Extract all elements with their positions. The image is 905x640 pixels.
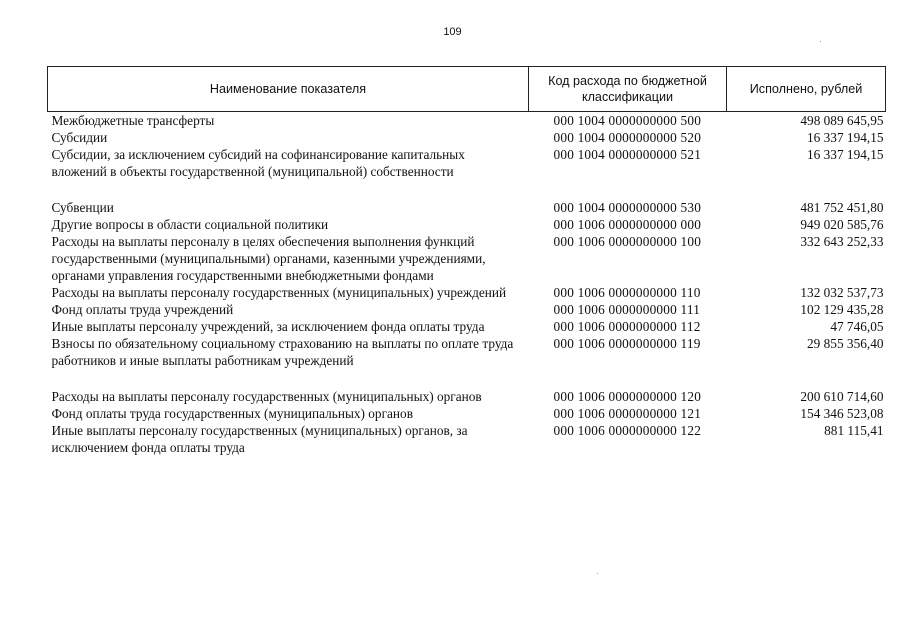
row-name: Другие вопросы в области социальной политики (51, 217, 329, 232)
scan-speck (597, 573, 598, 574)
table-row (48, 199, 886, 216)
row-amount: 949 020 585,76 (800, 217, 884, 232)
row-name: Иные выплаты персоналу государственных (муниципальных) органов, за исключением фонда оплаты труда (51, 423, 468, 455)
table-row (48, 335, 886, 388)
row-amount: 132 032 537,73 (800, 285, 884, 300)
row-code: 000 1006 0000000000 111 (553, 302, 701, 317)
row-name: Субсидии (51, 130, 108, 145)
row-name: Расходы на выплаты персоналу в целях обеспечения выполнения функций государственными (муниципальными) органами, казенными учреждениями, органами управления государственными внебюджетными фондами (51, 234, 486, 283)
row-name: Иные выплаты персоналу учреждений, за исключением фонда оплаты труда (51, 319, 485, 334)
row-code: 000 1006 0000000000 112 (553, 319, 701, 334)
row-code: 000 1004 0000000000 521 (553, 147, 702, 162)
row-code: 000 1006 0000000000 000 (553, 217, 702, 232)
table-row (48, 129, 886, 146)
row-name: Субсидии, за исключением субсидий на софинансирование капитальных вложений в объекты государственной (муниципальной) собственности (51, 147, 465, 179)
row-code: 000 1006 0000000000 120 (553, 389, 702, 404)
row-code: 000 1006 0000000000 121 (553, 406, 702, 421)
table-header (48, 67, 886, 112)
table-row (48, 405, 886, 422)
row-name: Расходы на выплаты персоналу государственных (муниципальных) учреждений (51, 285, 507, 300)
row-name: Расходы на выплаты персоналу государственных (муниципальных) органов (51, 389, 482, 404)
table-row (48, 216, 886, 233)
header-executed-amount: Исполнено, рублей (727, 67, 886, 112)
row-amount: 29 855 356,40 (807, 336, 884, 351)
row-name: Взносы по обязательному социальному страхованию на выплаты по оплате труда работников и иные выплаты работникам учреждений (51, 336, 514, 368)
scan-speck (820, 41, 821, 42)
row-amount: 200 610 714,60 (800, 389, 884, 404)
row-name: Фонд оплаты труда государственных (муниципальных) органов (51, 406, 413, 421)
row-code: 000 1006 0000000000 122 (553, 423, 702, 438)
row-name: Межбюджетные трансферты (51, 113, 215, 128)
row-name: Субвенции (51, 200, 114, 215)
table-row (48, 284, 886, 301)
row-amount: 498 089 645,95 (800, 113, 884, 128)
row-code: 000 1006 0000000000 119 (553, 336, 701, 351)
table-row (48, 112, 886, 130)
row-amount: 102 129 435,28 (800, 302, 884, 317)
header-expense-code: Код расхода по бюджетной классификации (529, 67, 727, 112)
table-row (48, 146, 886, 199)
table-row (48, 301, 886, 318)
row-code: 000 1004 0000000000 530 (553, 200, 702, 215)
row-amount: 481 752 451,80 (800, 200, 884, 215)
table-row (48, 388, 886, 405)
row-amount: 16 337 194,15 (807, 130, 884, 145)
row-amount: 154 346 523,08 (800, 406, 884, 421)
row-code: 000 1004 0000000000 500 (553, 113, 702, 128)
row-amount: 332 643 252,33 (800, 234, 884, 249)
row-code: 000 1006 0000000000 110 (553, 285, 701, 300)
row-name: Фонд оплаты труда учреждений (51, 302, 234, 317)
table-body (48, 112, 886, 457)
page-number: 109 (443, 26, 462, 38)
budget-execution-table (47, 66, 886, 456)
row-amount: 881 115,41 (824, 423, 884, 438)
row-code: 000 1006 0000000000 100 (553, 234, 702, 249)
table-row (48, 233, 886, 284)
row-code: 000 1004 0000000000 520 (553, 130, 702, 145)
table-row (48, 318, 886, 335)
row-amount: 47 746,05 (830, 319, 884, 334)
header-indicator-name: Наименование показателя (48, 67, 529, 112)
table-row (48, 422, 886, 456)
row-amount: 16 337 194,15 (807, 147, 884, 162)
